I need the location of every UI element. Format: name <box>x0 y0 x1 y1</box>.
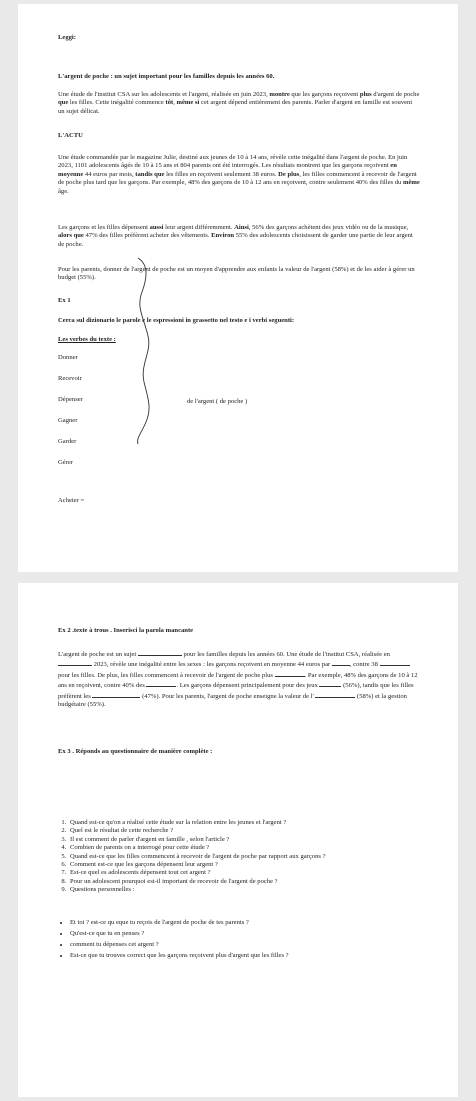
exercise-3-title: Ex 3 . Réponds au questionnaire de manière complète : <box>58 748 213 755</box>
exercise-1-instruction: Cerca sul dizionario le parole e le espressioni in grassetto nel testo e i verbi seguenti: <box>58 317 295 324</box>
bold-word: même si <box>176 99 200 107</box>
bold-word: De plus <box>278 170 300 178</box>
text-run: les filles en reçoivent seulement 38 euros. <box>164 170 279 178</box>
bold-word: que <box>58 99 69 107</box>
fill-in-blank[interactable] <box>58 659 92 666</box>
text-run: Les garçons et les filles dépensent <box>58 224 150 231</box>
text-run: Une étude commandée par le magazine Julie, destiné aux jeunes de 10 à 14 ans, révèle cette inégalité dans l'argent de poche. En juin 2023, 1101 adolescents âgés de 10 à 15 ans et 804 parents ont été interrogés. Les résultats montrent que les garçons reçoivent <box>58 154 408 170</box>
bold-word: montre <box>269 91 290 98</box>
questionnaire <box>58 819 420 895</box>
question-list <box>58 819 420 895</box>
text-run: âge. <box>58 187 69 195</box>
article-intro <box>58 91 420 116</box>
text-run: (56%), tandis que les filles préfèrent les <box>58 682 414 700</box>
text-run: 55% des adolescents choisissent de garder une partie de leur argent de poche. <box>58 232 413 248</box>
text-run: . Les garçons dépensent principalement pour des jeux <box>176 682 320 690</box>
fill-in-blank[interactable] <box>380 659 410 666</box>
list-item: • comment tu dépenses cet argent ? <box>70 941 420 949</box>
bold-word: tandis que <box>135 170 165 178</box>
text-run: pour les familles depuis les années 60. Une étude de l'institut CSA, réalisée en <box>181 651 390 658</box>
text-run: pour les filles. De plus, les filles commencent à recevoir de l'argent de poche plus <box>58 671 275 679</box>
text-run: 44 euros par mois, <box>83 170 136 178</box>
text-run: (58%) et la gestion budgétaire (55%). <box>58 692 407 709</box>
list-item: • Qu'est-ce que tu en penses ? <box>70 930 420 938</box>
text-run: (47%). Pour les parents, l'argent de poche enseigne la valeur de l' <box>140 692 316 700</box>
list-item: 4. Combien de parents on a interrogé pour cette étude ? <box>68 844 420 852</box>
curly-brace-icon <box>134 256 164 446</box>
text-run: . Par exemple, 48% des garçons de 10 à 12 ans en reçoivent, contre 40% des <box>58 671 418 690</box>
text-run: L'argent de poche est un sujet <box>58 651 138 658</box>
list-item: • Est-ce que tu trouves correct que les garçons reçoivent plus d'argent que les filles ? <box>70 952 420 960</box>
verbs-object: de l'argent ( de poche ) <box>187 398 248 405</box>
list-item: 1. Quand est-ce qu'on a réalisé cette étude sur la relation entre les jeunes et l'argent ? <box>68 819 420 827</box>
verb-item: Recevoir <box>58 375 82 382</box>
fill-in-blank[interactable] <box>319 680 341 687</box>
bullet-list <box>58 919 420 960</box>
bold-word: plus <box>359 91 372 98</box>
fill-in-blank[interactable] <box>92 691 140 698</box>
article-paragraph-2 <box>58 224 420 249</box>
verb-item: Garder <box>58 438 77 445</box>
fill-in-blank[interactable] <box>146 680 176 687</box>
list-item: 6. Comment est-ce que les garçons dépensent leur argent ? <box>68 861 420 869</box>
text-run: , <box>173 99 177 107</box>
text-run: d'argent de poche <box>371 91 420 98</box>
exercise-1-title: Ex 1 <box>58 297 71 304</box>
list-item: 8. Pour un adolescent pourquoi est-il important de recevoir de l'argent de poche ? <box>68 878 420 886</box>
verb-item: Gagner <box>58 417 78 424</box>
cloze-text <box>58 649 420 709</box>
text-run: leur argent différemment. <box>163 224 235 231</box>
list-item: 2. Quel est le résultat de cette recherche ? <box>68 827 420 835</box>
bold-word: en moyenne <box>58 162 397 178</box>
list-item: 7. Est-ce quel es adolescents dépensent tout cet argent ? <box>68 869 420 877</box>
text-run: , 56% des garçons achètent des jeux vidéo ou de la musique, <box>248 224 409 231</box>
verbs-label: Les verbes du texte : <box>58 336 116 343</box>
article-paragraph-3: Pour les parents, donner de l'argent de poche est un moyen d'apprendre aux enfants la valeur de l'argent (58%) et de les aider à gérer un budget (55%). <box>58 266 415 282</box>
section-heading: L'ACTU <box>58 132 83 139</box>
verb-item: Dépenser <box>58 396 83 403</box>
text-run: 47% des filles préfèrent acheter des vêtements. <box>83 232 212 240</box>
exercise-2-title: Ex 2 .texte à trous . Inserisci la parola mancante <box>58 627 194 634</box>
list-item: • Et toi ? est-ce qu eque tu reçois de l'argent de poche de tes parents ? <box>70 919 420 927</box>
bold-word: alors que <box>58 232 84 240</box>
text-run: que les garçons reçoivent <box>289 91 360 98</box>
fill-in-blank[interactable] <box>315 691 355 698</box>
fill-in-blank[interactable] <box>332 659 350 666</box>
verb-item: Gérer <box>58 459 74 466</box>
worksheet-page-2 <box>18 583 458 1097</box>
bold-word: Environ <box>211 232 235 240</box>
text-run: 2023, révèle une inégalité entre les sexes : les garçons reçoivent en moyenne 44 euros par <box>92 661 332 669</box>
list-item: 9. Questions personnelles : <box>68 886 420 894</box>
bold-word: Ainsi <box>234 224 249 231</box>
fill-in-blank[interactable] <box>275 670 305 677</box>
text-run: les filles. Cette inégalité commence <box>68 99 166 107</box>
verb-item: Donner <box>58 354 78 361</box>
text-run: , contre 38 <box>349 661 380 669</box>
list-item: 3. Il est comment de parler d'argent en famille , selon l'article ? <box>68 836 420 844</box>
list-item: 5. Quand est-ce que les filles commencent à recevoir de l'argent de poche par rapport aux garçons ? <box>68 853 420 861</box>
read-heading: Leggi: <box>58 34 76 41</box>
acheter-item: Acheter = <box>58 497 85 504</box>
worksheet-page-1 <box>18 4 458 572</box>
bold-word: aussi <box>149 224 164 231</box>
text-run: , les filles commencent à recevoir de l'argent de poche plus tard que les garçons. Par exemple, 48% des garçons de 10 à 12 ans en reçoivent, contre seulement 40% des filles du <box>58 170 417 187</box>
bold-word: même <box>402 179 420 187</box>
article-paragraph-1 <box>58 154 420 196</box>
fill-in-blank[interactable] <box>138 649 182 656</box>
text-run: cet argent dépend entièrement des parents. Parler d'argent en famille est souvent un sujet délicat. <box>58 99 413 115</box>
personal-questions <box>58 919 420 963</box>
bold-word: tôt <box>165 99 174 107</box>
text-run: Une étude de l'institut CSA sur les adolescents et l'argent, réalisée en juin 2023, <box>58 91 270 98</box>
article-title: L'argent de poche : un sujet important pour les familles depuis les années 60. <box>58 73 275 80</box>
